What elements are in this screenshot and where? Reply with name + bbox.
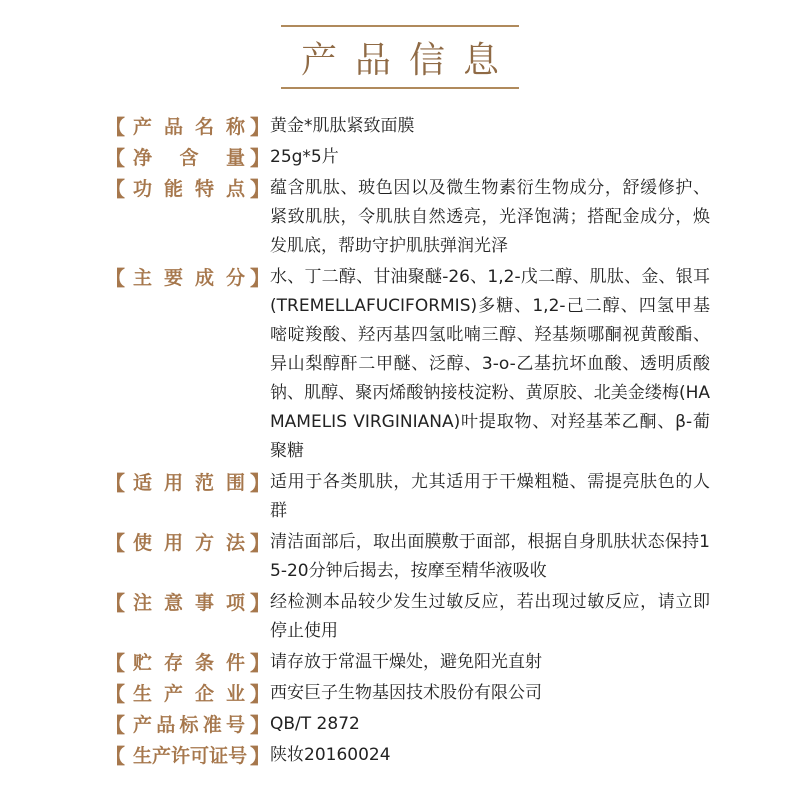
bracket-close: 】	[250, 146, 270, 170]
info-row	[0, 174, 800, 261]
info-value: 清洁面部后，取出面膜敷于面部，根据自身肌肤状态保持15-20分钟后揭去，按摩至精华液吸收	[270, 532, 710, 581]
info-label-text: 生 产 许 可 证 号	[133, 745, 248, 767]
bracket-open: 【	[105, 651, 125, 675]
info-label	[0, 174, 270, 203]
info-label	[0, 588, 270, 617]
info-label-text: 产 品 名 称	[133, 116, 245, 138]
product-info-list	[0, 112, 800, 772]
info-label	[0, 741, 270, 770]
bracket-close: 】	[250, 471, 270, 495]
info-label-text: 贮 存 条 件	[133, 652, 245, 674]
bracket-open: 【	[105, 713, 125, 737]
bracket-open: 【	[105, 177, 125, 201]
info-label-text: 功 能 特 点	[133, 178, 245, 200]
info-label-text: 产 品 标 准 号	[133, 714, 245, 736]
info-label	[0, 528, 270, 557]
bracket-close: 】	[250, 531, 270, 555]
info-label-text: 主 要 成 分	[133, 267, 245, 289]
bracket-close: 】	[250, 177, 270, 201]
info-row	[0, 679, 800, 708]
info-value: 黄金*肌肽紧致面膜	[270, 116, 415, 136]
bracket-open: 【	[105, 591, 125, 615]
info-row	[0, 648, 800, 677]
info-label	[0, 710, 270, 739]
bracket-close: 】	[250, 744, 270, 768]
info-label	[0, 143, 270, 172]
info-value: 请存放于常温干燥处，避免阳光直射	[270, 652, 542, 672]
info-row	[0, 468, 800, 526]
bracket-open: 【	[105, 115, 125, 139]
info-label	[0, 468, 270, 497]
info-value: 经检测本品较少发生过敏反应，若出现过敏反应，请立即停止使用	[270, 592, 710, 641]
info-label-text: 净 含 量	[133, 147, 245, 169]
bracket-open: 【	[105, 471, 125, 495]
info-label-text: 适 用 范 围	[133, 472, 245, 494]
info-row	[0, 588, 800, 646]
info-label	[0, 263, 270, 292]
info-row	[0, 528, 800, 586]
info-row	[0, 143, 800, 172]
info-label-text: 注 意 事 项	[133, 592, 245, 614]
info-value: 适用于各类肌肤，尤其适用于干燥粗糙、需提亮肤色的人群	[270, 472, 710, 521]
bracket-open: 【	[105, 531, 125, 555]
info-row	[0, 263, 800, 466]
info-label-text: 使 用 方 法	[133, 532, 245, 554]
info-row	[0, 112, 800, 141]
info-value: 蕴含肌肽、玻色因以及微生物素衍生物成分，舒缓修护、紧致肌肤，令肌肤自然透亮，光泽饱满；搭配金成分，焕发肌底，帮助守护肌肤弹润光泽	[270, 178, 710, 256]
bracket-close: 】	[250, 651, 270, 675]
bracket-open: 【	[105, 744, 125, 768]
bracket-open: 【	[105, 682, 125, 706]
bracket-open: 【	[105, 146, 125, 170]
info-label-text: 生 产 企 业	[133, 683, 245, 705]
bracket-close: 】	[250, 266, 270, 290]
bracket-close: 】	[250, 713, 270, 737]
page-title: 产品信息	[300, 39, 517, 81]
bracket-close: 】	[250, 682, 270, 706]
info-value: 陕妆20160024	[270, 745, 391, 765]
info-row	[0, 710, 800, 739]
bracket-close: 】	[250, 591, 270, 615]
info-label	[0, 648, 270, 677]
info-value: QB/T 2872	[270, 714, 360, 734]
info-value: 25g*5片	[270, 147, 339, 167]
bracket-open: 【	[105, 266, 125, 290]
info-row	[0, 741, 800, 770]
info-label	[0, 112, 270, 141]
bracket-close: 】	[250, 115, 270, 139]
info-label	[0, 679, 270, 708]
info-value: 水、丁二醇、甘油聚醚-26、1,2-戊二醇、肌肽、金、银耳(TREMELLAFUCIFORMIS)多糖、1,2-己二醇、四氢甲基嘧啶羧酸、羟丙基四氢吡喃三醇、羟基频哪酮视黄酸酯、异山梨醇酐二甲醚、泛醇、3-o-乙基抗坏血酸、透明质酸钠、肌醇、聚丙烯酸钠接枝淀粉、黄原胶、北美金缕梅(HAMAMELIS VIRGINIANA)叶提取物、对羟基苯乙酮、β-葡聚糖	[270, 267, 710, 461]
title-frame	[281, 25, 519, 89]
info-value: 西安巨子生物基因技术股份有限公司	[270, 683, 542, 703]
